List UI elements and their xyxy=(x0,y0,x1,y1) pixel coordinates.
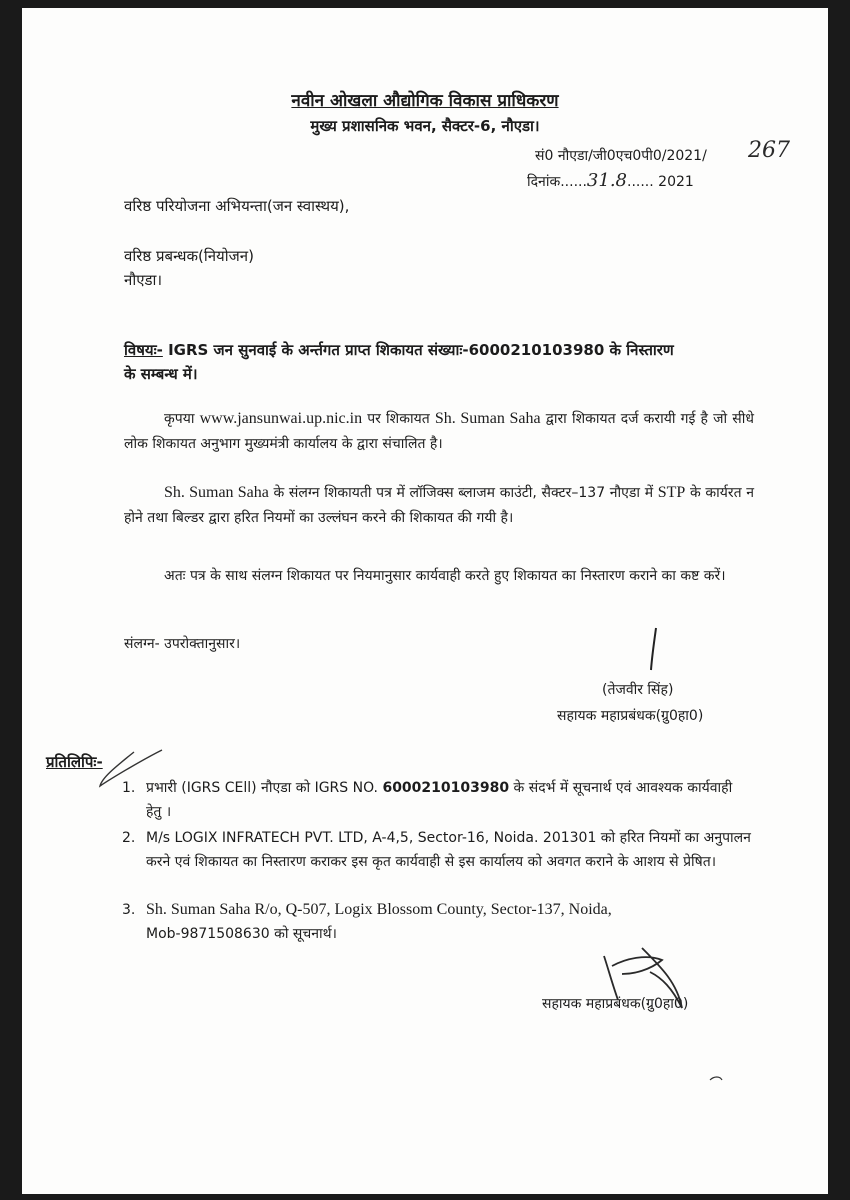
copy-to-item: 2. M/s LOGIX INFRATECH PVT. LTD, A-4,5, Sector-16, Noida. 201301 को हरित नियमों का अनुपालन करने एवं शिकायत का निस्तारण कराकर इस कृत कार्यवाही से इस कार्यालय को अवगत कराने के आशय से प्रेषित। xyxy=(122,830,751,870)
copy-to-item: 3. Sh. Suman Saha R/o, Q-507, Logix Blossom County, Sector-137, Noida, Mob-9871508630 को सूचनार्थ। xyxy=(122,901,612,942)
body-paragraph-2: Sh. Suman Saha के संलग्न शिकायती पत्र में लॉजिक्स ब्लाजम काउंटी, सैक्टर–137 नौएडा में STP के कार्यरत न होने तथा बिल्डर द्वारा हरित नियमों का उल्लंघन करने की शिकायत की गयी है। xyxy=(124,484,754,526)
subject-label: विषयः- xyxy=(124,341,163,359)
signatory2-designation: सहायक महाप्रबंधक(ग्रु0हा0) xyxy=(542,996,689,1012)
ink-marks xyxy=(22,8,828,1194)
addressee-line: वरिष्ठ प्रबन्धक(नियोजन) xyxy=(124,247,254,265)
signatory-name: (तेजवीर सिंह) xyxy=(602,682,674,698)
enclosure-note: संलग्न- उपरोक्तानुसार। xyxy=(124,636,241,652)
signature-stroke xyxy=(651,628,656,670)
handwritten-dispatch-number: 267 xyxy=(748,138,790,163)
signatory-designation: सहायक महाप्रबंधक(ग्रु0हा0) xyxy=(557,708,704,724)
body-paragraph-1: कृपया www.jansunwai.up.nic.in पर शिकायत Sh. Suman Saha द्वारा शिकायत दर्ज करायी गई है जो सीधे लोक शिकायत अनुभाग मुख्यमंत्री कार्यालय के द्वारा संचालित है। xyxy=(124,410,754,452)
letter-page xyxy=(22,8,828,1194)
copy-to-label: प्रतिलिपिः- xyxy=(46,753,103,771)
signature-initial xyxy=(604,948,682,1008)
org-address: मुख्य प्रशासनिक भवन, सैक्टर-6, नौएडा। xyxy=(310,117,540,135)
subject-line: विषयः- IGRS जन सुनवाई के अर्न्तगत प्राप्त शिकायत संख्याः-6000210103980 के निस्तारण के सम्बन्ध में। xyxy=(124,341,674,383)
body-paragraph-3: अतः पत्र के साथ संलग्न शिकायत पर नियमानुसार कार्यवाही करते हुए शिकायत का निस्तारण कराने का कष्ट करें। xyxy=(164,568,726,584)
copy-to-item: 1. प्रभारी (IGRS CEll) नौएडा को IGRS NO. 6000210103980 के संदर्भ में सूचनार्थ एवं आवश्यक कार्यवाही हेतु । xyxy=(122,780,733,820)
org-name: नवीन ओखला औद्योगिक विकास प्राधिकरण xyxy=(291,91,559,111)
portal-url: www.jansunwai.up.nic.in xyxy=(199,410,363,427)
reference-date: दिनांक......31.8...... 2021 xyxy=(527,170,694,191)
addressee-line: नौएडा। xyxy=(124,271,163,289)
copy-to-pen-mark xyxy=(100,750,162,786)
addressee-line: वरिष्ठ परियोजना अभियन्ता(जन स्वास्थय), xyxy=(124,197,350,215)
reference-number: सं0 नौएडा/जी0एच0पी0/2021/ xyxy=(535,148,707,164)
handwritten-date: 31.8 xyxy=(586,170,627,191)
